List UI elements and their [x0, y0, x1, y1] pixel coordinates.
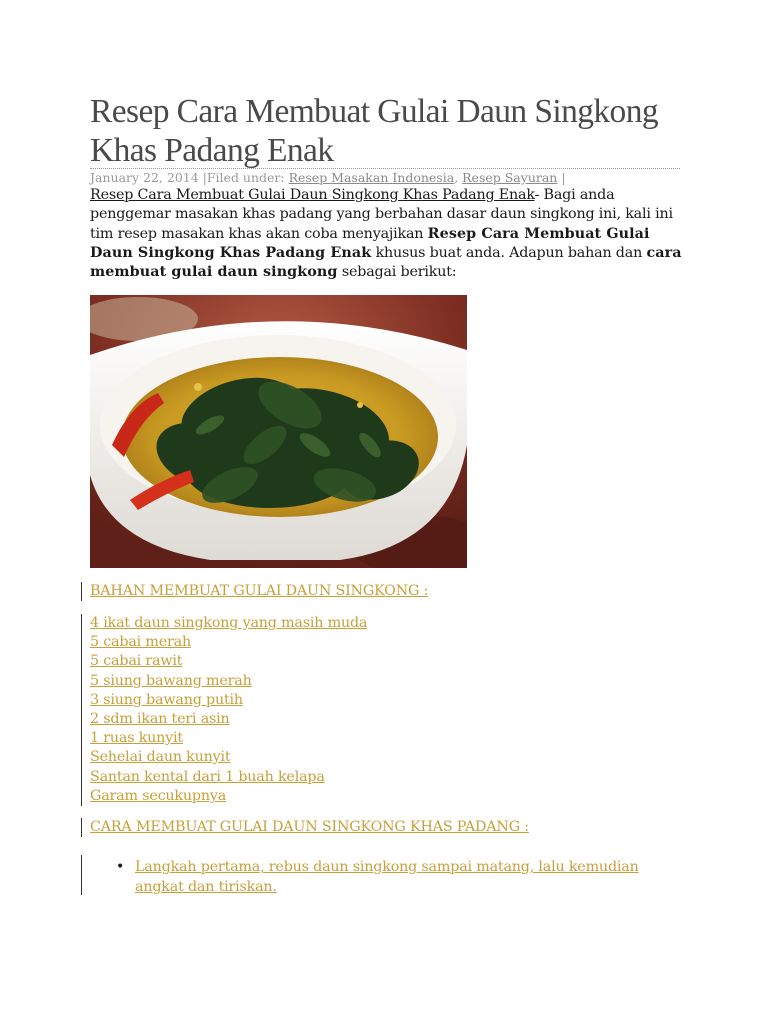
ingredient-item[interactable]: Garam secukupnya [90, 787, 227, 804]
ingredients-list [90, 614, 367, 806]
gulai-bowl-illustration [90, 295, 467, 568]
meta-suffix: | [557, 170, 566, 185]
title-divider [90, 168, 680, 169]
article-meta [90, 170, 566, 186]
bullet-icon: • [116, 859, 125, 875]
ingredient-item[interactable]: Santan kental dari 1 buah kelapa [90, 768, 325, 785]
category-link-sayuran[interactable]: Resep Sayuran [462, 170, 558, 185]
ingredient-item[interactable]: 4 ikat daun singkong yang masih muda [90, 615, 368, 631]
intro-paragraph [90, 186, 686, 282]
meta-date: January 22, 2014 |Filed under: [90, 170, 289, 185]
ingredient-item[interactable]: 5 cabai rawit [90, 653, 183, 670]
steps-heading-bar [81, 818, 82, 837]
intro-text-2: khusus buat anda. Adapun bahan dan [371, 244, 647, 261]
ingredients-heading[interactable]: BAHAN MEMBUAT GULAI DAUN SINGKONG : [90, 583, 429, 599]
ingredient-item[interactable]: Sehelai daun kunyit [90, 749, 231, 766]
step-text[interactable]: Langkah pertama, rebus daun singkong sampai matang, lalu kemudian angkat dan tiriskan. [135, 859, 639, 895]
ingredient-item[interactable]: 5 cabai merah [90, 634, 191, 651]
steps-heading[interactable]: CARA MEMBUAT GULAI DAUN SINGKONG KHAS PADANG : [90, 819, 529, 835]
intro-text-1: - Bagi anda penggemar masakan khas padang yang berbahan dasar daun singkong ini, kali ini tim resep masakan khas akan coba menyajikan [90, 187, 673, 242]
steps-list-bar [81, 855, 82, 895]
intro-title-link[interactable]: Resep Cara Membuat Gulai Daun Singkong Khas Padang Enak [90, 187, 535, 203]
steps-list [116, 857, 665, 897]
category-link-indonesia[interactable]: Resep Masakan Indonesia [288, 170, 455, 185]
ingredient-item[interactable]: 1 ruas kunyit [90, 730, 183, 747]
article-title: Resep Cara Membuat Gulai Daun Singkong Khas Padang Enak [90, 93, 658, 169]
intro-bold-title: Resep Cara Membuat Gulai Daun Singkong Khas Padang Enak [90, 225, 650, 261]
step-item[interactable] [116, 857, 665, 897]
ingredients-heading-bar [81, 582, 82, 601]
ingredient-item[interactable]: 3 siung bawang putih [90, 691, 243, 708]
meta-separator: , [454, 170, 463, 185]
intro-text-3: sebagai berikut: [337, 264, 457, 281]
gulai-photo [90, 295, 467, 568]
ingredient-item[interactable]: 2 sdm ikan teri asin [90, 711, 230, 728]
ingredients-list-bar [81, 614, 82, 806]
intro-bold-keyword: cara membuat gulai daun singkong [90, 244, 682, 281]
ingredient-item[interactable]: 5 siung bawang merah [90, 672, 252, 689]
